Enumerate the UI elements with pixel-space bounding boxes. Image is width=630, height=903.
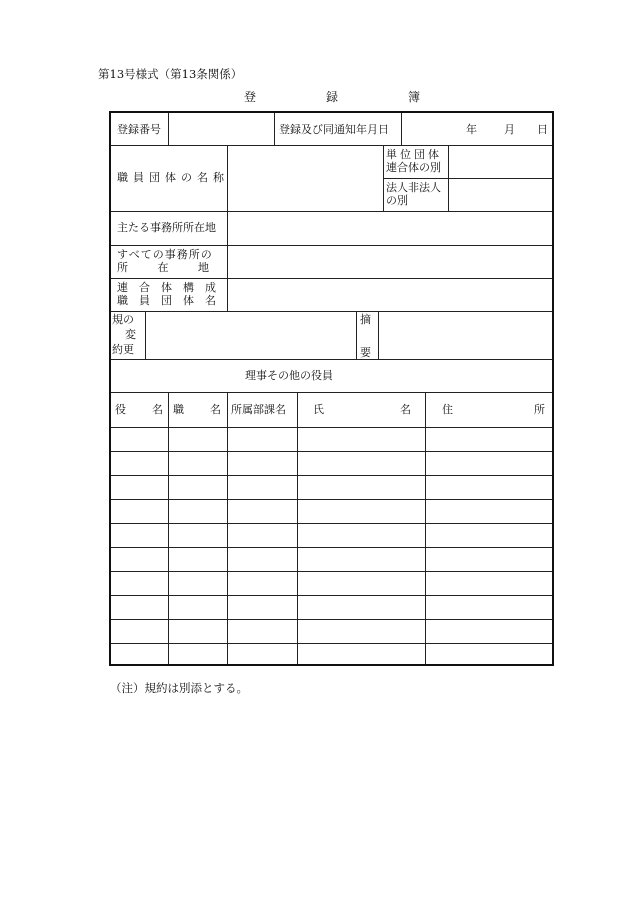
officer-cell[interactable]	[169, 644, 227, 667]
column-header-position	[115, 403, 163, 416]
label-line: 連合体構成	[117, 281, 227, 294]
officer-cell[interactable]	[111, 620, 168, 643]
officer-cell[interactable]	[298, 572, 425, 595]
label-line: 法人非法人	[386, 181, 441, 194]
column-header-department: 所属部課名	[231, 403, 286, 416]
year-label: 年	[466, 123, 477, 136]
federation-members-label	[117, 281, 227, 307]
org-name-field[interactable]	[228, 146, 382, 210]
unit-or-federation-field[interactable]	[449, 146, 552, 177]
officer-cell[interactable]	[298, 548, 425, 571]
officer-cell[interactable]	[298, 476, 425, 499]
header-char: 所	[534, 403, 545, 416]
registration-date-field[interactable]	[402, 113, 552, 144]
officer-cell[interactable]	[228, 644, 297, 667]
officer-cell[interactable]	[298, 620, 425, 643]
all-offices-field[interactable]	[228, 246, 552, 277]
header-char: 職	[173, 403, 184, 416]
bylaw-changes-label	[112, 313, 136, 356]
officer-cell[interactable]	[298, 644, 425, 667]
officer-cell[interactable]	[169, 596, 227, 619]
officer-cell[interactable]	[111, 548, 168, 571]
month-label: 月	[504, 123, 515, 136]
officer-cell[interactable]	[298, 596, 425, 619]
officer-cell[interactable]	[111, 644, 168, 667]
federation-members-field[interactable]	[228, 279, 552, 310]
registration-number-label: 登録番号	[117, 123, 161, 136]
officer-cell[interactable]	[298, 452, 425, 475]
officer-cell[interactable]	[169, 428, 227, 451]
officer-cell[interactable]	[426, 596, 552, 619]
officer-cell[interactable]	[426, 452, 552, 475]
header-char: 名	[400, 403, 411, 416]
row-divider	[111, 392, 552, 393]
officer-cell[interactable]	[228, 524, 297, 547]
remarks-label	[360, 313, 371, 359]
column-header-address	[442, 403, 545, 416]
officer-cell[interactable]	[169, 620, 227, 643]
officer-cell[interactable]	[111, 524, 168, 547]
column-header-name	[313, 403, 411, 416]
officer-cell[interactable]	[169, 452, 227, 475]
footer-note: （注）規約は別添とする。	[110, 681, 248, 695]
officer-cell[interactable]	[111, 452, 168, 475]
corporate-status-field[interactable]	[449, 179, 552, 210]
registration-number-field[interactable]	[169, 113, 273, 144]
title-char: 登	[244, 90, 257, 104]
col-divider	[274, 113, 275, 145]
officer-cell[interactable]	[426, 620, 552, 643]
label-line: 単位団体	[386, 148, 442, 161]
officer-cell[interactable]	[228, 620, 297, 643]
officer-cell[interactable]	[169, 500, 227, 523]
label-line: 要	[360, 346, 371, 359]
form-number: 第13号様式（第13条関係）	[98, 67, 243, 81]
corporate-status-label	[386, 181, 441, 207]
title-char: 録	[325, 90, 338, 104]
officer-cell[interactable]	[111, 572, 168, 595]
registry-form-table	[109, 111, 554, 666]
officer-cell[interactable]	[228, 572, 297, 595]
label-line: の別	[386, 194, 408, 207]
label-line: 摘	[360, 313, 371, 326]
officer-cell[interactable]	[298, 524, 425, 547]
officer-cell[interactable]	[426, 572, 552, 595]
label-line: 約更	[112, 343, 134, 356]
col-divider	[356, 311, 357, 359]
label-line: 所 在 地	[117, 261, 209, 274]
officer-cell[interactable]	[169, 476, 227, 499]
all-offices-label	[117, 248, 223, 274]
bylaw-changes-field[interactable]	[146, 312, 355, 358]
officer-cell[interactable]	[298, 428, 425, 451]
column-header-job-title	[173, 403, 221, 416]
officers-section-title: 理事その他の役員	[245, 369, 333, 382]
header-char: 役	[115, 403, 126, 416]
header-char: 住	[442, 403, 453, 416]
org-name-label	[117, 171, 229, 184]
remarks-field[interactable]	[379, 312, 552, 358]
officer-cell[interactable]	[426, 644, 552, 667]
label-line: 変	[125, 328, 136, 341]
label-line: すべての事務所の	[117, 248, 213, 261]
title-char: 簿	[407, 90, 420, 104]
officer-cell[interactable]	[426, 476, 552, 499]
header-char: 名	[152, 403, 163, 416]
registration-notice-date-label: 登録及び同通知年月日	[279, 123, 389, 136]
officer-cell[interactable]	[426, 428, 552, 451]
col-divider	[383, 145, 384, 211]
officer-cell[interactable]	[228, 452, 297, 475]
officer-cell[interactable]	[426, 524, 552, 547]
officer-cell[interactable]	[111, 428, 168, 451]
officer-cell[interactable]	[426, 500, 552, 523]
unit-or-federation-label	[386, 148, 442, 174]
page-title	[244, 88, 420, 105]
day-label: 日	[537, 123, 548, 136]
officer-cell[interactable]	[169, 524, 227, 547]
officer-cell[interactable]	[228, 428, 297, 451]
officer-cell[interactable]	[111, 596, 168, 619]
officer-cell[interactable]	[169, 548, 227, 571]
label-line: 職員団体名	[117, 294, 227, 307]
label-line: 規の	[112, 313, 134, 326]
header-char: 名	[210, 403, 221, 416]
header-char: 氏	[313, 403, 324, 416]
officer-cell[interactable]	[111, 500, 168, 523]
officer-cell[interactable]	[426, 548, 552, 571]
officer-cell[interactable]	[111, 476, 168, 499]
officer-cell[interactable]	[169, 572, 227, 595]
officer-cell[interactable]	[228, 500, 297, 523]
officer-cell[interactable]	[228, 596, 297, 619]
row-divider	[111, 359, 552, 360]
label-text: 職員団体の名称	[117, 171, 229, 184]
label-line: 連合体の別	[386, 161, 441, 174]
officer-cell[interactable]	[228, 476, 297, 499]
main-office-field[interactable]	[228, 212, 552, 244]
main-office-label: 主たる事務所所在地	[117, 221, 216, 234]
officer-cell[interactable]	[298, 500, 425, 523]
officer-cell[interactable]	[228, 548, 297, 571]
